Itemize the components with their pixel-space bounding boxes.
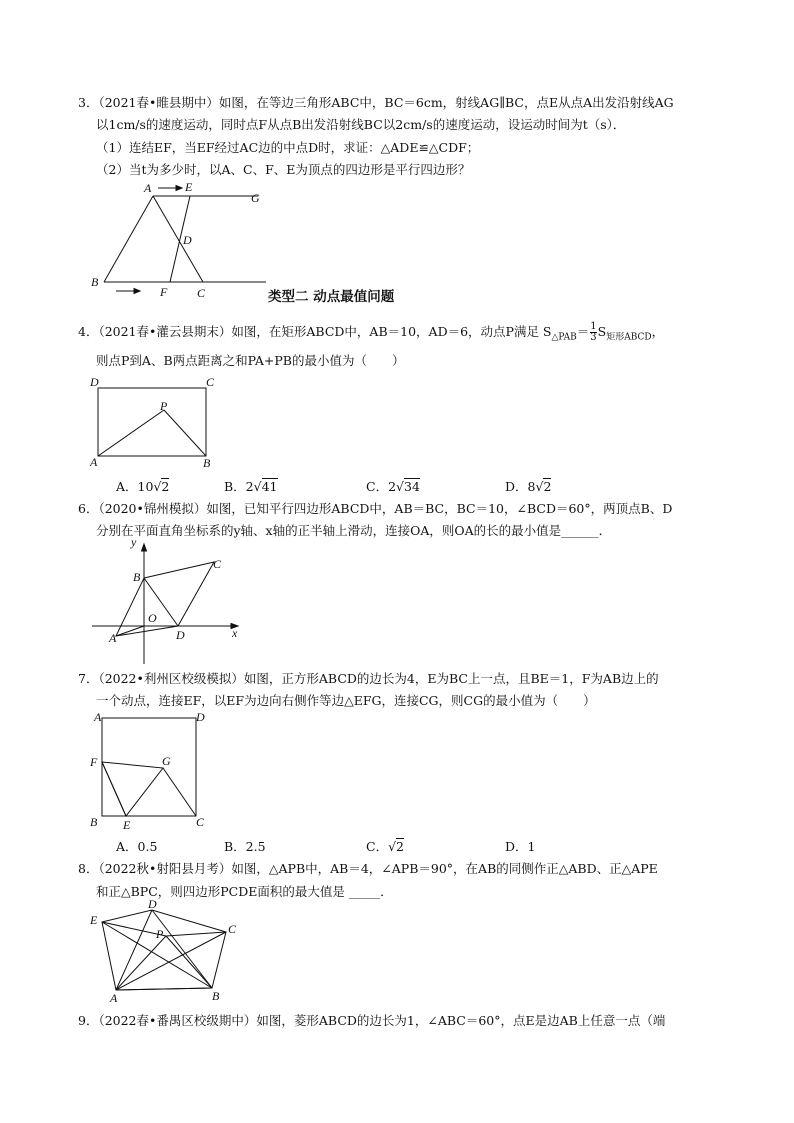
q7-label-E: E — [123, 818, 131, 832]
q3-figure — [86, 178, 286, 302]
q8-label-A: A — [110, 991, 118, 1005]
q6-line-2: 分别在平面直角坐标系的y轴、x轴的正半轴上滑动，连接OA，则OA的长的最小值是______． — [96, 523, 612, 538]
q3-label-C: C — [197, 286, 206, 300]
q8-line-1: 8．（2022秋•射阳县月考）如图，△APB中，AB＝4，∠APB＝90°，在AB的同侧作正△ABD、正△APE — [78, 861, 658, 876]
q8-line-2: 和正△BPC，则四边形PCDE面积的最大值是 _____． — [96, 884, 393, 899]
q6-figure — [86, 535, 246, 668]
q6-label-y: y — [131, 535, 137, 549]
q8-label-D: D — [148, 897, 157, 911]
q3-line-1: 3．（2021春•睢县期中）如图，在等边三角形ABC中，BC＝6cm，射线AG∥BC，点E从点A出发沿射线AG — [78, 95, 674, 110]
q3-label-A: A — [144, 181, 152, 195]
q4-figure — [86, 372, 226, 470]
section-title: 类型二 动点最值问题 — [268, 289, 395, 305]
q4-label-P: P — [160, 399, 168, 413]
q6-line-1: 6．（2020•锦州模拟）如图，已知平行四边形ABCD中，AB＝BC，BC＝10，∠BCD＝60°，两顶点B、D — [78, 501, 673, 516]
q7-option-d: D．1 — [505, 839, 536, 854]
q4-option-d: D．8√2 — [505, 479, 552, 494]
q6-label-C: C — [213, 557, 222, 571]
q7-label-D: D — [196, 710, 205, 724]
q7-label-F: F — [90, 755, 98, 769]
q4-label-C: C — [206, 375, 215, 389]
q3-label-F: F — [160, 285, 168, 299]
q3-line-3: （1）连结EF，当EF经过AC边的中点D时，求证：△ADE≌△CDF； — [96, 140, 480, 155]
q8-label-E: E — [90, 913, 98, 927]
q4-option-b: B．2√41 — [224, 479, 278, 494]
q4-option-a: A．10√2 — [116, 479, 170, 494]
q4-label-B: B — [203, 456, 211, 470]
q8-label-P: P — [156, 927, 164, 941]
q7-label-B: B — [90, 815, 98, 829]
q7-label-C: C — [196, 815, 205, 829]
q7-label-A: A — [94, 710, 102, 724]
q3-label-G: G — [251, 191, 260, 205]
q8-figure — [86, 898, 246, 1004]
q4-label-A: A — [90, 455, 98, 469]
q9-line-1: 9．（2022春•番禺区校级期中）如图，菱形ABCD的边长为1，∠ABC＝60°，点E是边AB上任意一点（端 — [78, 1013, 666, 1028]
q7-figure — [86, 706, 216, 832]
q6-label-O: O — [148, 611, 157, 625]
q4-line-1: 4．（2021春•灌云县期末）如图，在矩形ABCD中，AB＝10，AD＝6，动点P满足 $S_{\triangle PAB}=$ $\frac{1}{3}$ $S_{矩形ABCD}$， — [78, 321, 665, 343]
q7-option-b: B．2.5 — [224, 839, 266, 854]
q6-label-B: B — [133, 570, 141, 584]
q4-label-D: D — [90, 375, 99, 389]
q7-line-1: 7．（2022•利州区校级模拟）如图，正方形ABCD的边长为4，E为BC上一点，且BE＝1，F为AB边上的 — [78, 671, 659, 686]
q3-label-D: D — [183, 233, 192, 247]
q8-label-C: C — [228, 922, 237, 936]
q8-label-B: B — [212, 989, 220, 1003]
q7-label-G: G — [162, 754, 171, 768]
q7-option-c: C．√2 — [366, 839, 404, 854]
q7-option-a: A．0.5 — [116, 839, 158, 854]
q3-label-B: B — [91, 275, 99, 289]
q3-line-4: （2）当t为多少时，以A、C、F、E为顶点的四边形是平行四边形？ — [96, 162, 471, 177]
q7-line-2: 一个动点，连接EF，以EF为边向右侧作等边△EFG，连接CG，则CG的最小值为（ ） — [96, 693, 596, 708]
q3-label-E: E — [185, 180, 193, 194]
q3-line-2: 以1cm/s的速度运动，同时点F从点B出发沿射线BC以2cm/s的速度运动，设运动时间为t（s）． — [96, 117, 626, 132]
q4-line-2: 则点P到A、B两点距离之和PA+PB的最小值为（ ） — [96, 353, 405, 368]
q6-label-D: D — [176, 628, 185, 642]
q6-label-x: x — [232, 626, 238, 640]
q4-option-c: C．2√34 — [366, 479, 420, 494]
q6-label-A: A — [109, 631, 117, 645]
